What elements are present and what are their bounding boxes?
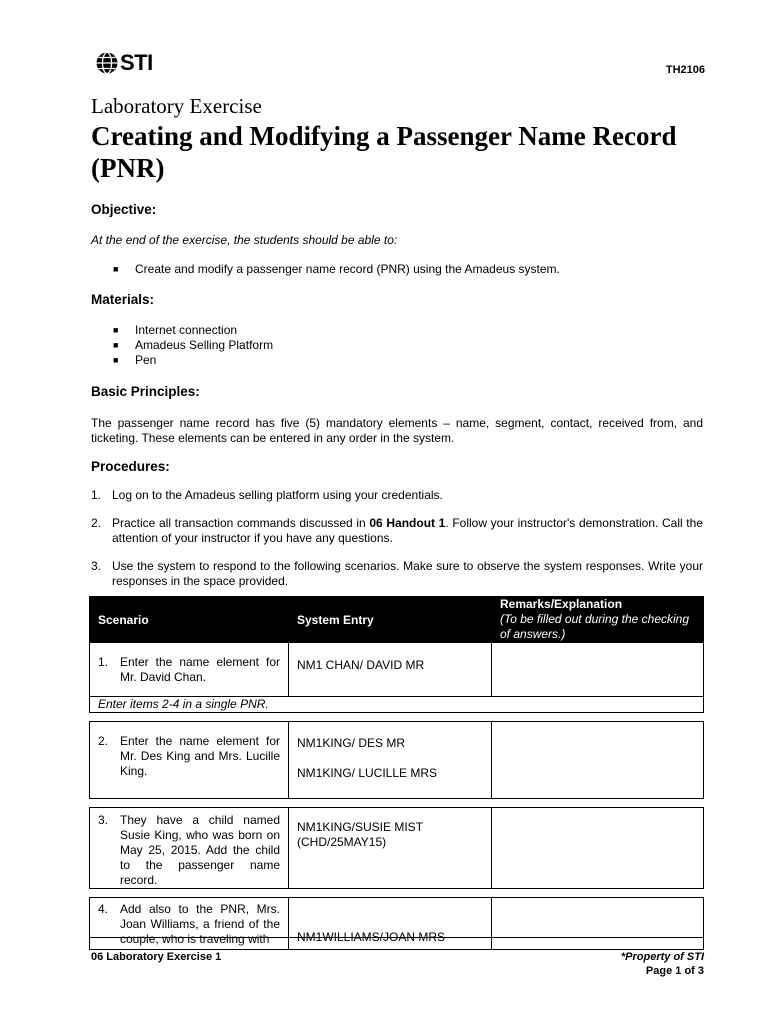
materials-item: Internet connection <box>135 323 238 337</box>
system-entry: NM1KING/ DES MR <box>297 736 406 750</box>
footer-divider <box>89 937 703 938</box>
table-note: Enter items 2-4 in a single PNR. <box>98 697 269 711</box>
footer-document-name: 06 Laboratory Exercise 1 <box>91 951 222 963</box>
document-subtitle: Laboratory Exercise <box>91 94 262 118</box>
remarks-cell[interactable] <box>492 898 704 950</box>
header-remarks: Remarks/Explanation (To be filled out during the checking of answers.) <box>500 597 690 641</box>
scenario-text: Enter the name element for Mr. David Chan. <box>120 655 280 684</box>
table-row: 1. Enter the name element for Mr. David Chan. NM1 CHAN/ DAVID MR <box>90 643 704 697</box>
remarks-cell[interactable] <box>492 722 704 799</box>
header-system-entry: System Entry <box>297 612 374 627</box>
materials-item: Pen <box>135 353 157 367</box>
footer-property: *Property of STI <box>620 951 704 963</box>
scenario-text: Enter the name element for Mr. Des King and Mrs. Lucille King. <box>120 734 280 778</box>
table-gap-row <box>90 799 704 808</box>
procedures-heading: Procedures: <box>91 459 170 474</box>
step-number: 1. <box>91 488 102 502</box>
sti-logo <box>95 50 153 76</box>
footer-page-number: Page 1 of 3 <box>645 965 704 977</box>
objective-item: Create and modify a passenger name record (PNR) using the Amadeus system. <box>135 262 560 276</box>
logo-text: STI <box>120 50 153 75</box>
scenario-text: They have a child named Susie King, who was born on May 25, 2015. Add the child to the passenger name record. <box>120 813 280 887</box>
table-gap-row <box>90 889 704 898</box>
objective-heading: Objective: <box>91 202 157 217</box>
table-row: 2. Enter the name element for Mr. Des King and Mrs. Lucille King. NM1KING/ DES MR NM1KING/ LUCILLE MRS <box>90 722 704 799</box>
system-entry: NM1 CHAN/ DAVID MR <box>297 658 425 672</box>
objective-intro: At the end of the exercise, the students should be able to: <box>91 233 398 247</box>
step-number: 3. <box>91 559 102 573</box>
materials-item: Amadeus Selling Platform <box>135 338 274 352</box>
table-gap-row <box>90 713 704 722</box>
system-entry: NM1KING/ LUCILLE MRS <box>297 766 438 780</box>
materials-heading: Materials: <box>91 292 155 307</box>
principles-heading: Basic Principles: <box>91 384 200 399</box>
scenario-table <box>89 596 704 950</box>
bullet-icon: ■ <box>113 264 119 274</box>
step-text: Practice all transaction commands discussed in 06 Handout 1. Follow your instructor's demonstration. Call the attention of your instructor if you have any questions. <box>112 516 703 545</box>
step-number: 2. <box>91 516 102 530</box>
step-text: Log on to the Amadeus selling platform using your credentials. <box>112 488 443 502</box>
table-note-row <box>90 697 704 713</box>
table-row: 3. They have a child named Susie King, who was born on May 25, 2015. Add the child to the passenger name record. NM1KING/SUSIE MIST (CHD/25MAY15) <box>90 808 704 889</box>
document-title: Creating and Modifying a Passenger Name Record (PNR) <box>91 121 677 183</box>
globe-icon <box>95 51 119 75</box>
table-row: 4. Add also to the PNR, Mrs. Joan Williams, a friend of the couple, who is traveling with NM1WILLIAMS/JOAN MRS <box>90 898 704 950</box>
bullet-icon: ■ <box>113 325 119 335</box>
remarks-cell[interactable] <box>492 643 704 697</box>
handout-reference: 06 Handout 1 <box>369 516 446 530</box>
bullet-icon: ■ <box>113 355 119 365</box>
table-header-row <box>90 597 704 643</box>
principles-text: The passenger name record has five (5) mandatory elements – name, segment, contact, received from, and ticketing. These elements can be entered in any order in the system. <box>91 416 703 445</box>
scenario-text: Add also to the PNR, Mrs. Joan Williams, a friend of the couple, who is traveling with <box>120 902 280 946</box>
header-scenario: Scenario <box>98 612 149 627</box>
document-code: TH2106 <box>665 64 705 76</box>
step-text: Use the system to respond to the following scenarios. Make sure to observe the system responses. Write your responses in the space provided. <box>112 559 703 588</box>
system-entry: NM1KING/SUSIE MIST (CHD/25MAY15) <box>297 820 423 849</box>
bullet-icon: ■ <box>113 340 119 350</box>
remarks-cell[interactable] <box>492 808 704 889</box>
system-entry: NM1WILLIAMS/JOAN MRS <box>297 930 446 944</box>
